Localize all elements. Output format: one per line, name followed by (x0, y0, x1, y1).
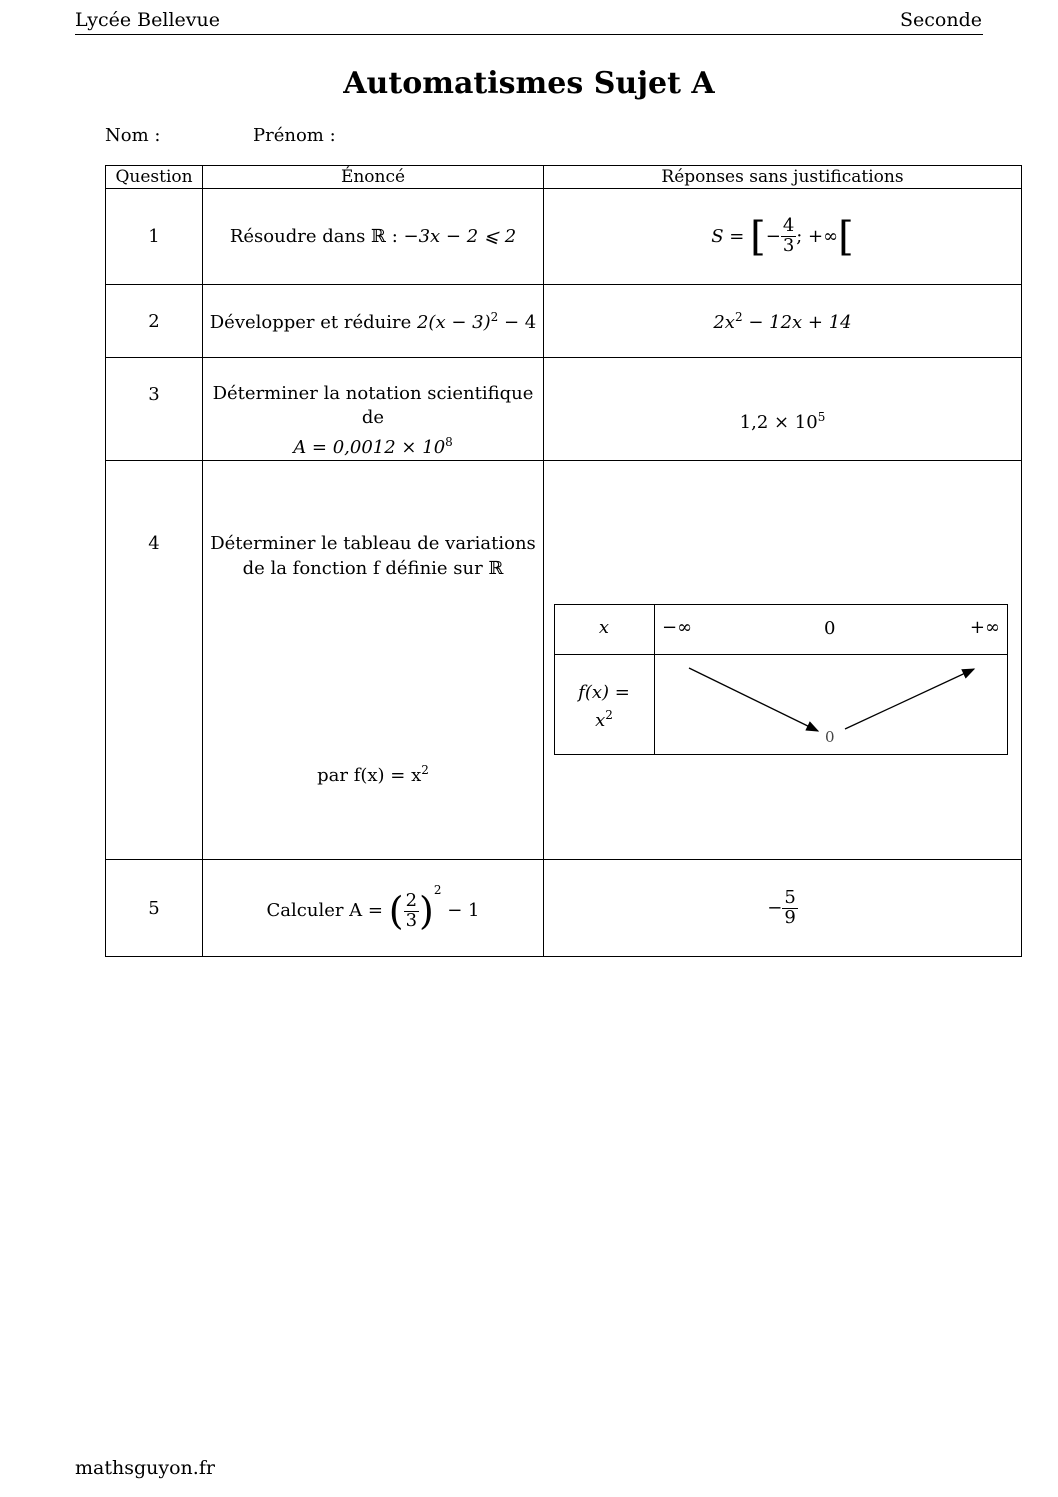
fraction-denominator: 9 (784, 906, 796, 928)
answer-base: 1,2 × 10 (739, 411, 818, 433)
decreasing-arrow (689, 668, 818, 731)
prompt-math: A = 0,0012 × 10 (293, 437, 446, 458)
question-number: 4 (106, 461, 203, 860)
prompt-text: Développer et réduire (209, 311, 417, 333)
footer-site: mathsguyon.fr (75, 1457, 215, 1479)
question-number: 3 (106, 358, 203, 461)
prompt-exponent: 2 (490, 309, 499, 324)
left-paren: ( (388, 889, 404, 933)
x-value-minus-infinity: −∞ (662, 617, 693, 638)
prompt-text: Résoudre dans ℝ : (229, 226, 404, 247)
fraction-denominator: 3 (782, 235, 795, 256)
prompt-fraction (404, 889, 419, 931)
answer-rest: − 12x + 14 (742, 311, 852, 333)
table-header-row (106, 166, 1022, 189)
answer-fraction (782, 886, 797, 928)
x-value-plus-infinity: +∞ (969, 617, 1000, 638)
answer-cell (544, 461, 1022, 860)
answer-minus: − (765, 225, 781, 247)
x-label: x (598, 617, 610, 638)
minimum-value: 0 (825, 728, 835, 746)
x-value-zero: 0 (824, 618, 836, 639)
question-prompt (203, 285, 544, 358)
fraction-numerator: 4 (782, 215, 795, 237)
prompt-line-1: Déterminer le tableau de variations (210, 533, 536, 554)
question-prompt (203, 461, 544, 860)
prompt-text: Calculer A = (266, 900, 383, 921)
nom-label: Nom : (105, 125, 161, 146)
answer-fraction (781, 217, 796, 256)
answer-minus: − (767, 897, 783, 918)
answer-cell (544, 285, 1022, 358)
table-row (106, 189, 1022, 285)
f-label-line-1: f(x) = (578, 682, 630, 703)
prompt-line-3 (203, 763, 543, 786)
prompt-math: 2(x − 3) (416, 311, 491, 333)
answer-suffix: ; +∞ (796, 225, 839, 247)
prompt-math: par f(x) = x (317, 765, 422, 786)
table-row (106, 285, 1022, 358)
header-divider (75, 34, 983, 35)
answer-exponent: 2 (734, 309, 743, 324)
increasing-arrow (845, 669, 974, 729)
question-number: 1 (106, 189, 203, 285)
prompt-exponent: 2 (421, 763, 429, 777)
question-number: 5 (106, 860, 203, 957)
f-label-base: x (595, 710, 606, 731)
prompt-block (203, 531, 543, 581)
class-level: Seconde (900, 9, 982, 31)
table-row (106, 860, 1022, 957)
prompt-line-2: de la fonction f définie sur ℝ (242, 558, 504, 579)
prenom-label: Prénom : (253, 125, 336, 146)
answer-cell (544, 189, 1022, 285)
f-label-exponent: 2 (605, 708, 613, 722)
variation-arrows (554, 604, 1008, 755)
school-name: Lycée Bellevue (75, 9, 221, 31)
prompt-line-2 (209, 430, 537, 460)
prompt-exponent: 2 (433, 883, 442, 897)
right-paren: ) (419, 889, 434, 933)
header-enonce: Énoncé (203, 166, 544, 189)
answer-exponent: 5 (817, 409, 826, 424)
answer-base: 2x (713, 311, 735, 333)
variation-table (554, 604, 1008, 755)
page-title: Automatismes Sujet A (343, 66, 715, 101)
table-row (106, 358, 1022, 461)
header-reponses: Réponses sans justifications (544, 166, 1022, 189)
prompt-line-1: Déterminer la notation scientifique de (212, 383, 534, 428)
header-question: Question (106, 166, 203, 189)
fraction-numerator: 2 (405, 889, 418, 911)
question-prompt (203, 860, 544, 957)
question-number: 2 (106, 285, 203, 358)
question-prompt (203, 358, 544, 461)
left-bracket: [ (750, 213, 766, 260)
questions-table (105, 165, 1022, 957)
answer-prefix: S = (711, 225, 745, 247)
question-prompt (203, 189, 544, 285)
table-row (106, 461, 1022, 860)
fraction-denominator: 3 (405, 909, 418, 931)
right-bracket: [ (838, 213, 854, 260)
answer-cell (544, 358, 1022, 461)
prompt-exponent: 8 (445, 435, 453, 449)
answer-cell (544, 860, 1022, 957)
prompt-tail: − 1 (447, 900, 480, 921)
prompt-tail: − 4 (498, 311, 537, 333)
fraction-numerator: 5 (784, 886, 796, 908)
prompt-math: −3x − 2 ⩽ 2 (403, 226, 517, 247)
